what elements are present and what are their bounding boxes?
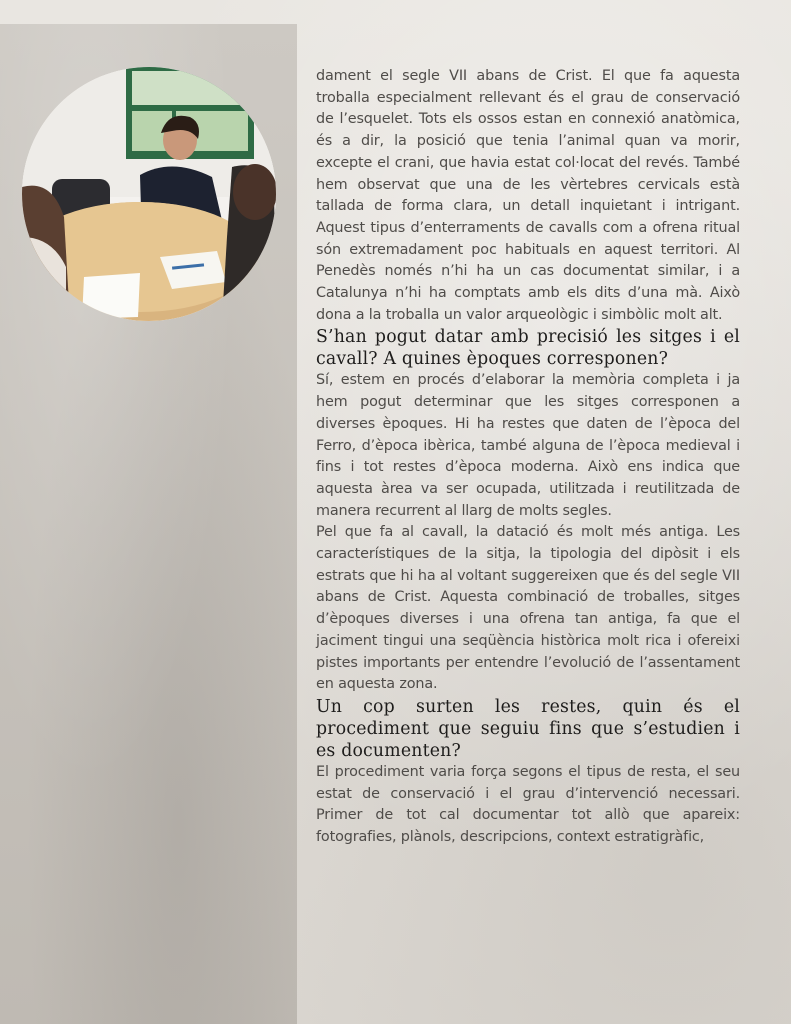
intro-paragraph: dament el segle VII abans de Crist. El que fa aquesta troballa especialment rellevant és el grau de conservació de l’esquelet. Tots els ossos estan en connexió anatòmica, és a dir, la posició que tenia l’animal quan va morir, excepte el crani, que havia estat col·locat del revés. També hem observat que una de les vèrtebres cervicals està tallada de forma clara, un detall inquietant i intrigant. Aquest tipus d’enterraments de cavalls com a ofrena ritual són extremadament poc habituals en aquest territori. Al Penedès només n’hi ha un cas documentat similar, i a Catalunya n’hi ha comptats amb els dits d’una mà. Això dona a la troballa un valor arqueològic i simbòlic molt alt.	[316, 68, 740, 323]
question-heading-procedure: Un cop surten les restes, quin és el procediment que seguiu fins que s’estudien i es documenten?	[316, 696, 740, 761]
question-heading-dating: S’han pogut datar amb precisió les sitges i el cavall? A quines èpoques corresponen?	[316, 327, 740, 370]
answer-paragraph-procedure: El procediment varia força segons el tipus de resta, el seu estat de conservació i el grau d’intervenció necessari. Primer de tot cal documentar tot allò que apareix: fotografies, plànols, descripcions, context estratigràfic,	[316, 763, 740, 846]
answer-paragraph-dating-2: Pel que fa al cavall, la datació és molt més antiga. Les característiques de la sitja, la tipologia del dipòsit i els estrats que hi ha al voltant suggereixen que és del segle VII abans de Crist. Aquesta combinació de troballes, sitges d’èpoques diverses i una ofrena tan antiga, fa que el jaciment tingui una seqüència històrica molt rica i ofereixi pistes importants per entendre l’evolució de l’assentament en aquesta zona.	[316, 524, 740, 693]
interview-photo-illustration	[22, 67, 276, 321]
article-column	[316, 66, 740, 849]
interview-photo	[22, 67, 276, 321]
answer-paragraph-dating-1: Sí, estem en procés d’elaborar la memòria completa i ja hem pogut determinar que les sitges corresponen a diverses èpoques. Hi ha restes que daten de l’època del Ferro, d’època ibèrica, també alguna de l’època medieval i fins i tot restes d’època moderna. Això ens indica que aquesta àrea va ser ocupada, utilitzada i reutilitzada de manera recurrent al llarg de molts segles.	[316, 372, 740, 519]
